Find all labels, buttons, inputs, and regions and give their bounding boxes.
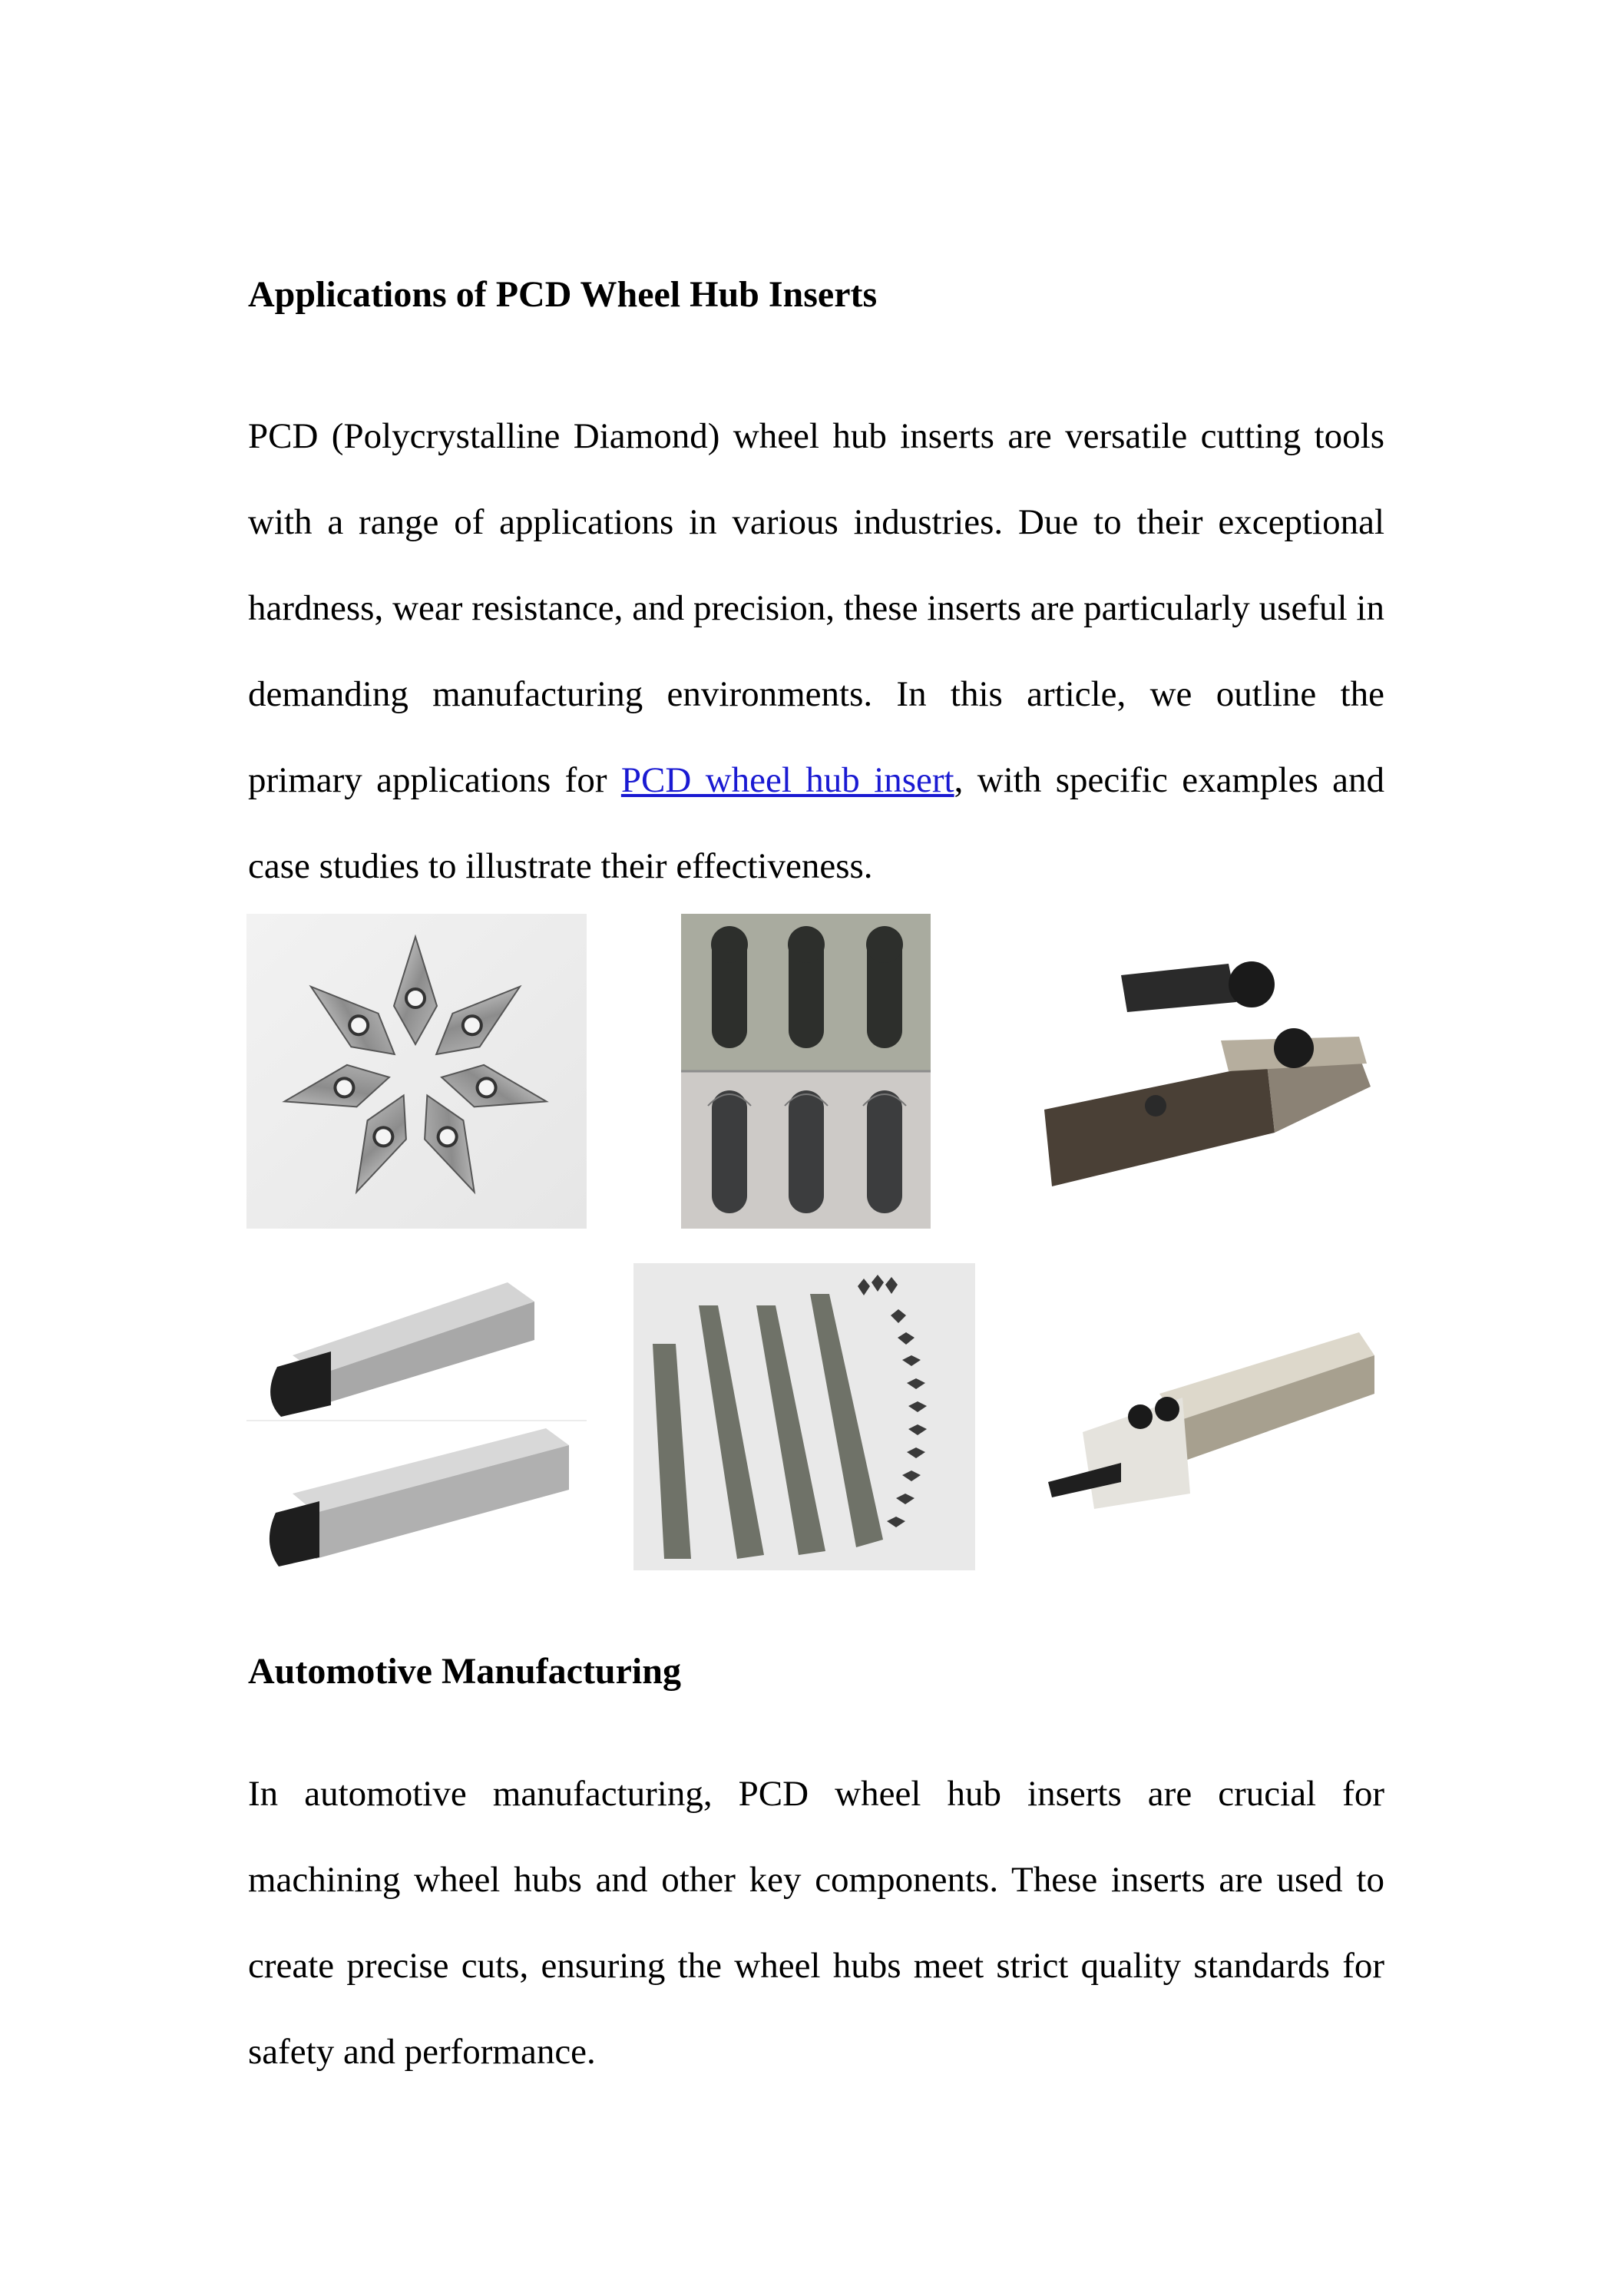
pcd-insert-link[interactable]: PCD wheel hub insert [620, 760, 954, 800]
photo-tool-holder-round-insert [1037, 921, 1384, 1236]
section-heading-automotive: Automotive Manufacturing [248, 1651, 681, 1692]
photo-elongated-inserts [681, 914, 931, 1229]
intro-text-after-link: , with specific examples and case studies to illustrate their effectiveness. [248, 760, 1384, 886]
page-title: Applications of PCD Wheel Hub Inserts [248, 274, 878, 315]
intro-paragraph [248, 393, 1384, 909]
automotive-paragraph: In automotive manufacturing, PCD wheel hub inserts are crucial for machining wheel hubs and other key components. These inserts are used to create precise cuts, ensuring the wheel hubs meet strict quality standards for safety and performance. [248, 1774, 1384, 2072]
photo-blades-and-small-inserts [633, 1263, 975, 1570]
photo-diamond-inserts-ring [246, 914, 587, 1229]
intro-text-before-link: PCD (Polycrystalline Diamond) wheel hub inserts are versatile cutting tools with a range of applications in various industries. Due to their exceptional hardness, wear resistance, and precision, these inserts are particularly useful in demanding manufacturing environments. In this article, we outline the primary applications for [248, 416, 1384, 800]
photo-shank-bars [246, 1267, 587, 1574]
photo-grooving-holder [1037, 1263, 1384, 1570]
